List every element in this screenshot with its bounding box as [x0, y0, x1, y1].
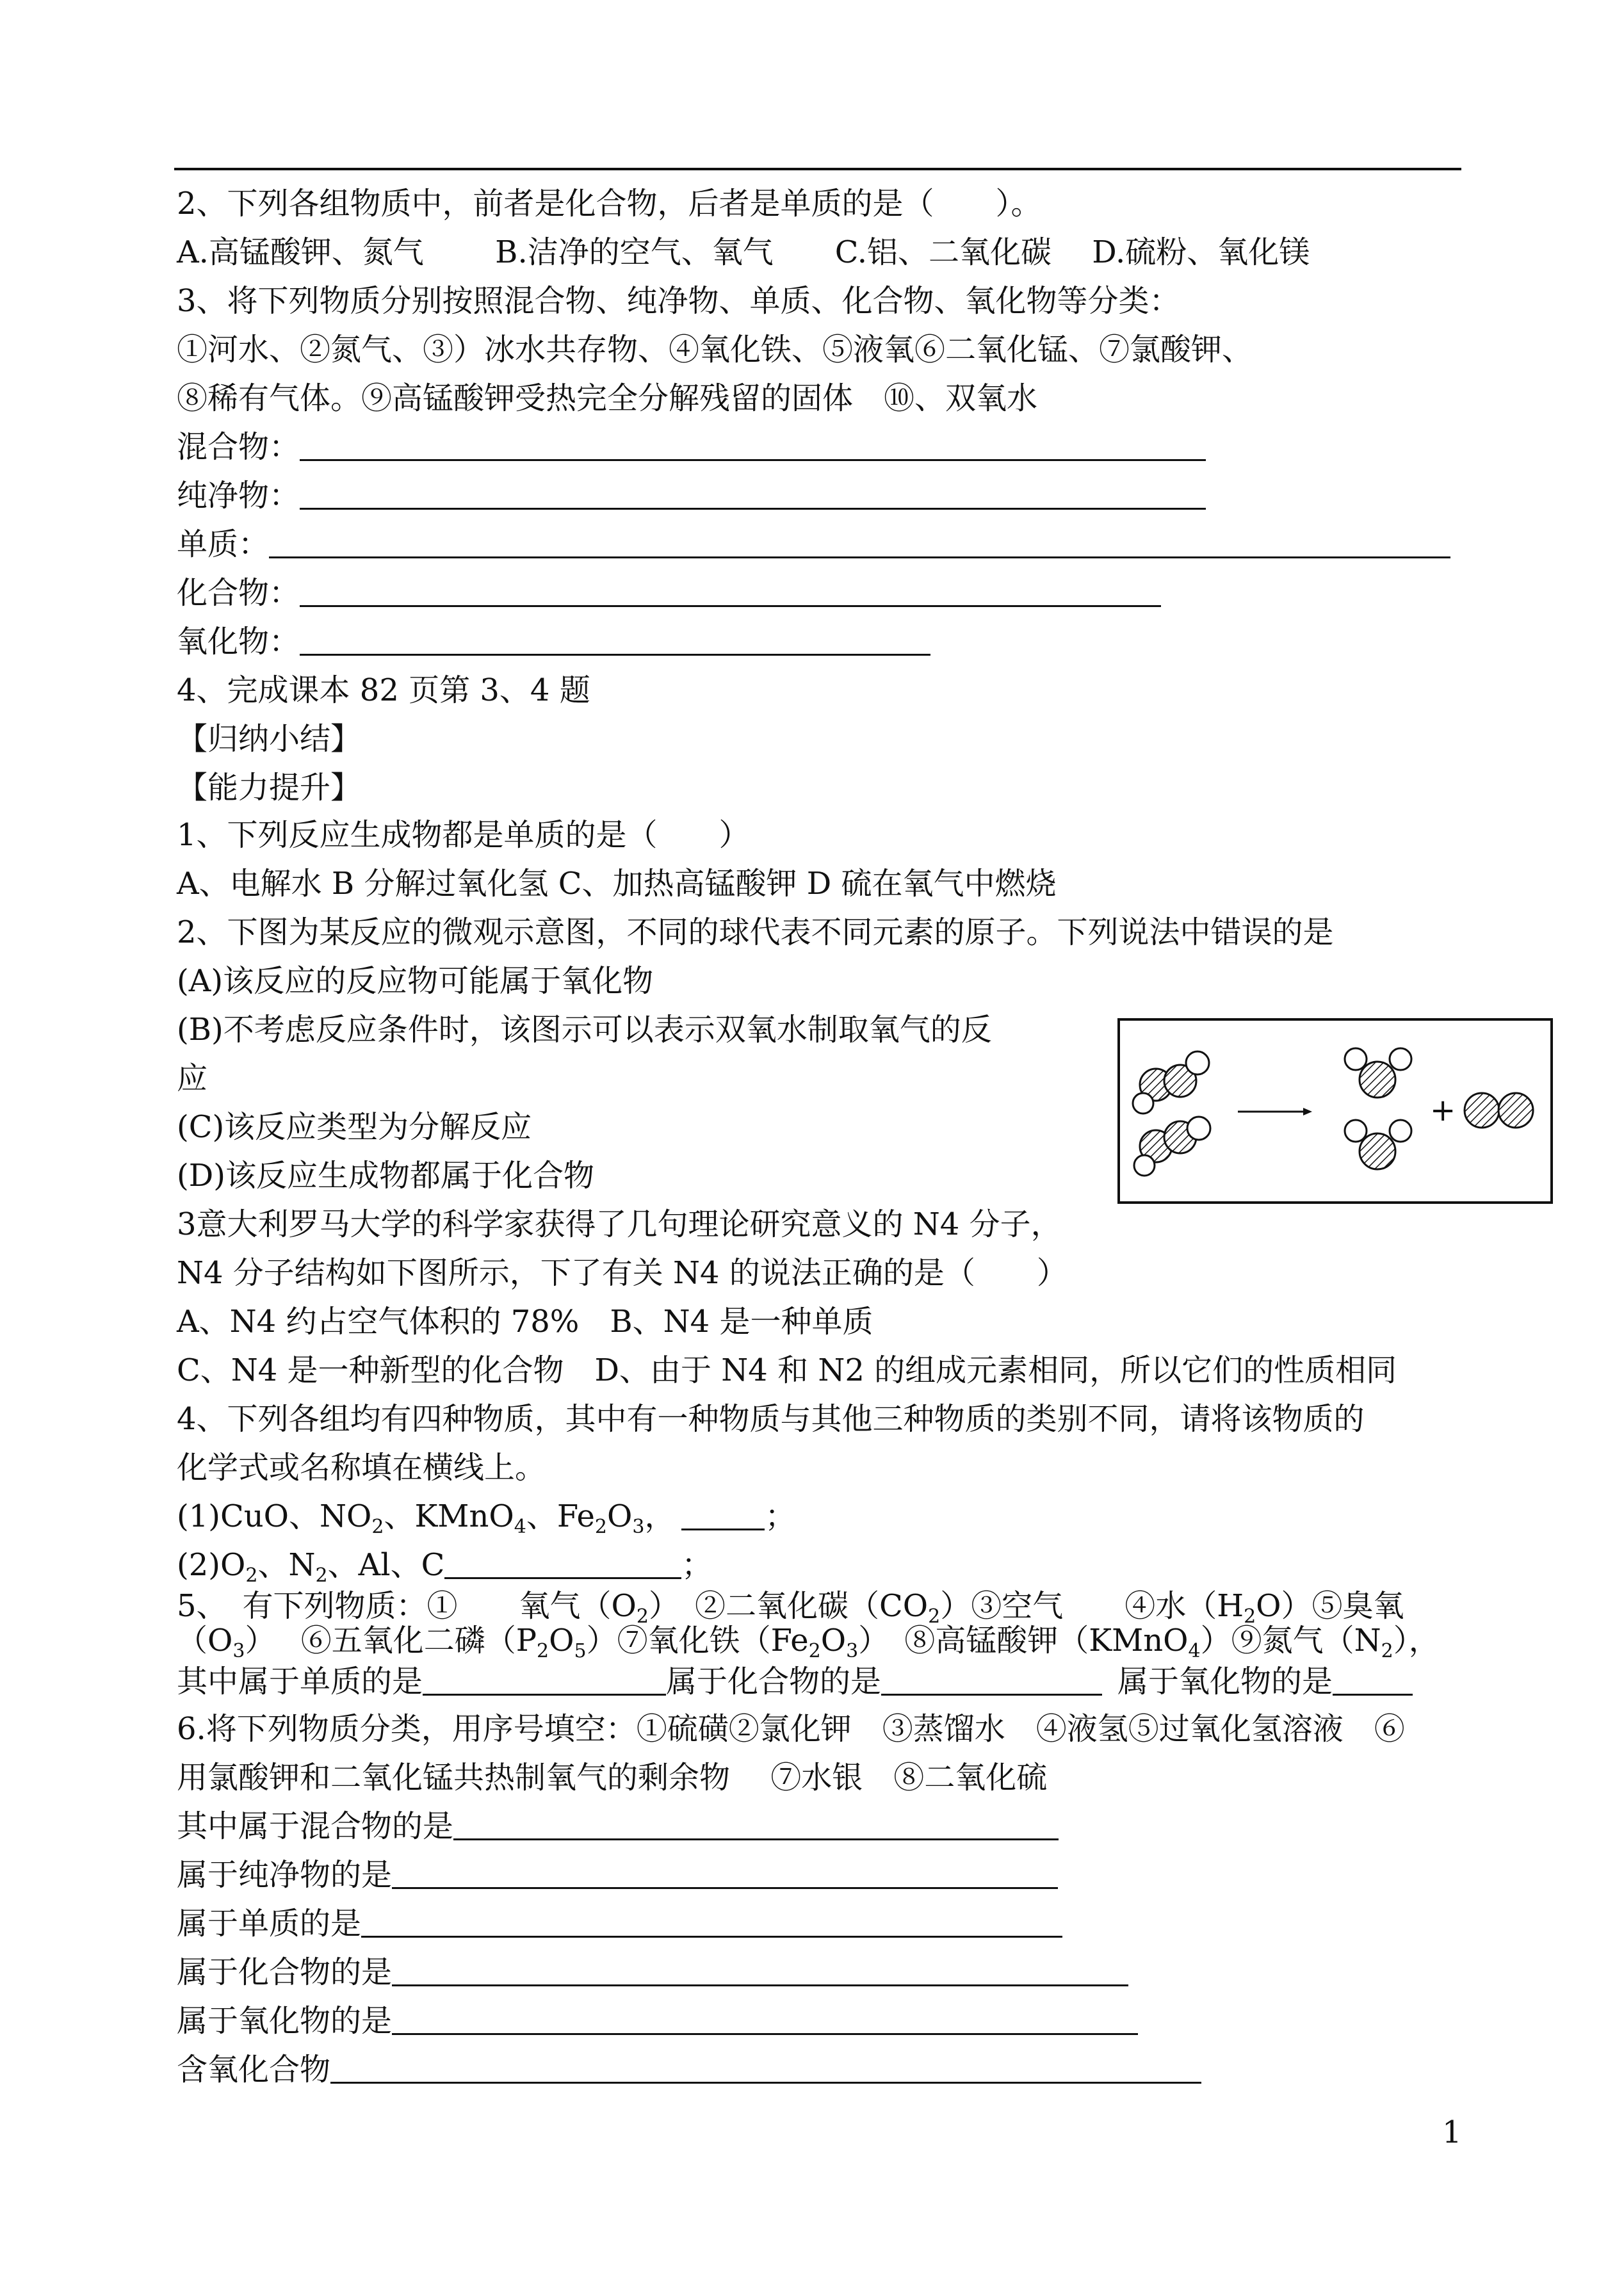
a6-label-element: 属于单质的是	[177, 1906, 362, 1942]
subscript: 2	[315, 1564, 328, 1587]
a4-g2-text: 、N	[257, 1547, 316, 1583]
a6-pure-row	[177, 1854, 1058, 1895]
subscript: 2	[1244, 1605, 1256, 1628]
a1-stem: 1、下列反应生成物都是单质的是（ ）	[177, 817, 750, 853]
a6-oxygen-compound-blank[interactable]	[330, 2054, 1201, 2084]
q2-stem: 2、下列各组物质中，前者是化合物，后者是单质的是（ ）。	[177, 186, 1042, 222]
a6-label-compound: 属于化合物的是	[177, 1954, 393, 1990]
subscript: 2	[594, 1516, 607, 1538]
a2-option-d: (D)该反应生成物都属于化合物	[177, 1158, 594, 1194]
a5-text: ）③空气 ④水（H	[940, 1588, 1244, 1624]
a4-g2-text: ；	[681, 1547, 713, 1583]
a6-label-pure: 属于纯净物的是	[177, 1857, 393, 1893]
a6-compound-blank[interactable]	[392, 1956, 1128, 1986]
a4-g1-text: 、KMnO	[384, 1498, 514, 1534]
a1-options: A、电解水 B 分解过氧化氢 C、加热高锰酸钾 D 硫在氧气中燃烧	[177, 866, 1057, 902]
a5-text: O	[820, 1623, 847, 1658]
a5-label-element: 其中属于单质的是	[177, 1664, 423, 1699]
a4-g1-blank[interactable]	[681, 1500, 765, 1530]
a6-pure-blank[interactable]	[392, 1859, 1058, 1889]
a6-line1: 6.将下列物质分类，用序号填空：①硫磺②氯化钾 ③蒸馏水 ④液氢⑤过氧化氢溶液 ⑥	[177, 1711, 1405, 1747]
a4-group2	[177, 1545, 712, 1585]
subscript: 2	[928, 1605, 941, 1628]
subscript: 5	[574, 1640, 587, 1662]
ability-heading: 【能力提升】	[177, 770, 362, 806]
q3-label-pure: 纯净物：	[177, 478, 300, 514]
q3-compound-row	[177, 572, 1161, 613]
a6-label-mixture: 其中属于混合物的是	[177, 1808, 454, 1844]
subscript: 2	[371, 1516, 384, 1538]
page-number: 1	[1442, 2114, 1462, 2150]
a5-text: O）⑤臭氧	[1256, 1588, 1404, 1624]
q3-oxide-row	[177, 621, 930, 662]
a2-option-a: (A)该反应的反应物可能属于氧化物	[177, 963, 654, 999]
subscript: 3	[632, 1516, 645, 1538]
q3-mixture-row	[177, 426, 1206, 467]
a5-text: ），	[1393, 1623, 1440, 1658]
a5-text: ）⑨氮气（N	[1200, 1623, 1381, 1658]
a5-text: ） ②二氧化碳（CO	[649, 1588, 929, 1624]
a6-line2: 用氯酸钾和二氧化锰共热制氧气的剩余物 ⑦水银 ⑧二氧化硫	[177, 1760, 1048, 1796]
a5-text: ） ⑧高锰酸钾（KMnO	[858, 1623, 1189, 1658]
a5-text: ） ⑥五氧化二磷（P	[245, 1623, 537, 1658]
a6-element-row	[177, 1903, 1062, 1944]
a3-line4: C、N4 是一种新型的化合物 D、由于 N4 和 N2 的组成元素相同，所以它们的性质相同	[177, 1352, 1397, 1388]
q2-options: A.高锰酸钾、氮气 B.洁净的空气、氧气 C.铝、二氧化碳 D.硫粉、氧化镁	[177, 234, 1310, 270]
a5-text: （O	[177, 1623, 233, 1658]
a2-option-b-line2: 应	[177, 1060, 208, 1096]
a6-label-oxide: 属于氧化物的是	[177, 2003, 393, 2039]
a4-line1: 4、下列各组均有四种物质，其中有一种物质与其他三种物质的类别不同，请将该物质的	[177, 1401, 1365, 1437]
a5-label-compound: 属于化合物的是	[666, 1664, 882, 1699]
plus-sign: +	[1430, 1092, 1456, 1128]
a4-g2-text: (2)O	[177, 1547, 246, 1583]
a5-line2	[177, 1620, 1440, 1661]
subscript: 2	[1381, 1640, 1393, 1662]
q3-label-element: 单质：	[177, 526, 270, 562]
q3-element-blank[interactable]	[269, 528, 1450, 558]
q3-items-line1: ①河水、②氮气、③）冰水共存物、④氧化铁、⑤液氧⑥二氧化锰、⑦氯酸钾、	[177, 332, 1253, 368]
a2-option-b-line1: (B)不考虑反应条件时，该图示可以表示双氧水制取氧气的反	[177, 1012, 992, 1048]
summary-heading: 【归纳小结】	[177, 721, 362, 757]
q3-items-line2: ⑧稀有气体。⑨高锰酸钾受热完全分解残留的固体 ⑩、双氧水	[177, 380, 1038, 416]
a4-g2-text: 、Al、C	[327, 1547, 445, 1583]
q3-label-mixture: 混合物：	[177, 429, 300, 465]
q3-element-row	[177, 524, 1450, 565]
a4-group1	[177, 1496, 795, 1537]
a4-g1-text: O	[607, 1498, 633, 1534]
a5-text: O	[549, 1623, 574, 1658]
subscript: 4	[514, 1516, 526, 1538]
q3-pure-blank[interactable]	[300, 480, 1206, 510]
subscript: 4	[1188, 1640, 1201, 1662]
a2-stem: 2、下图为某反应的微观示意图，不同的球代表不同元素的原子。下列说法中错误的是	[177, 914, 1334, 950]
a4-g1-text: ，	[644, 1498, 676, 1534]
a3-line3: A、N4 约占空气体积的 78% B、N4 是一种单质	[177, 1304, 873, 1340]
a5-answer-row	[177, 1661, 1413, 1702]
a4-g1-text: 、Fe	[526, 1498, 595, 1534]
a4-g1-text: ；	[765, 1498, 796, 1534]
a4-g1-text: (1)CuO、NO	[177, 1498, 372, 1534]
a6-label-oxygen-compound: 含氧化合物	[177, 2052, 331, 2088]
a5-text: 5、 有下列物质：① 氧气（O	[177, 1588, 637, 1624]
a5-text: ）⑦氧化铁（Fe	[586, 1623, 809, 1658]
a5-compound-blank[interactable]	[881, 1666, 1102, 1696]
subscript: 3	[232, 1640, 245, 1662]
subscript: 3	[846, 1640, 859, 1662]
q3-oxide-blank[interactable]	[300, 626, 930, 656]
a6-oxide-row	[177, 2000, 1138, 2041]
q4-text: 4、完成课本 82 页第 3、4 题	[177, 672, 590, 708]
subscript: 2	[537, 1640, 549, 1662]
reaction-diagram	[1117, 1018, 1553, 1204]
subscript: 2	[808, 1640, 821, 1662]
a6-compound-row	[177, 1952, 1128, 1993]
q3-stem: 3、将下列物质分别按照混合物、纯净物、单质、化合物、氧化物等分类：	[177, 283, 1180, 319]
q3-label-oxide: 氧化物：	[177, 624, 300, 660]
a3-line2: N4 分子结构如下图所示，下了有关 N4 的说法正确的是（ ）	[177, 1255, 1068, 1291]
a6-mixture-blank[interactable]	[453, 1810, 1059, 1840]
a5-oxide-blank[interactable]	[1333, 1666, 1413, 1696]
a5-label-oxide: 属于氧化物的是	[1117, 1664, 1333, 1699]
a5-element-blank[interactable]	[423, 1666, 666, 1696]
a6-element-blank[interactable]	[361, 1908, 1062, 1938]
a6-oxide-blank[interactable]	[392, 2005, 1138, 2035]
a4-g2-blank[interactable]	[444, 1549, 681, 1579]
header-rule	[174, 168, 1461, 170]
q3-pure-row	[177, 475, 1206, 516]
q3-mixture-blank[interactable]	[300, 431, 1206, 461]
subscript: 2	[245, 1564, 258, 1587]
a6-oxygen-compound-row	[177, 2049, 1201, 2090]
subscript: 2	[636, 1605, 649, 1628]
a6-mixture-row	[177, 1806, 1059, 1847]
q3-label-compound: 化合物：	[177, 575, 300, 611]
a2-option-c: (C)该反应类型为分解反应	[177, 1109, 532, 1145]
q3-compound-blank[interactable]	[300, 577, 1161, 607]
a3-line1: 3意大利罗马大学的科学家获得了几句理论研究意义的 N4 分子，	[177, 1206, 1062, 1242]
a4-line2: 化学式或名称填在横线上。	[177, 1450, 546, 1486]
